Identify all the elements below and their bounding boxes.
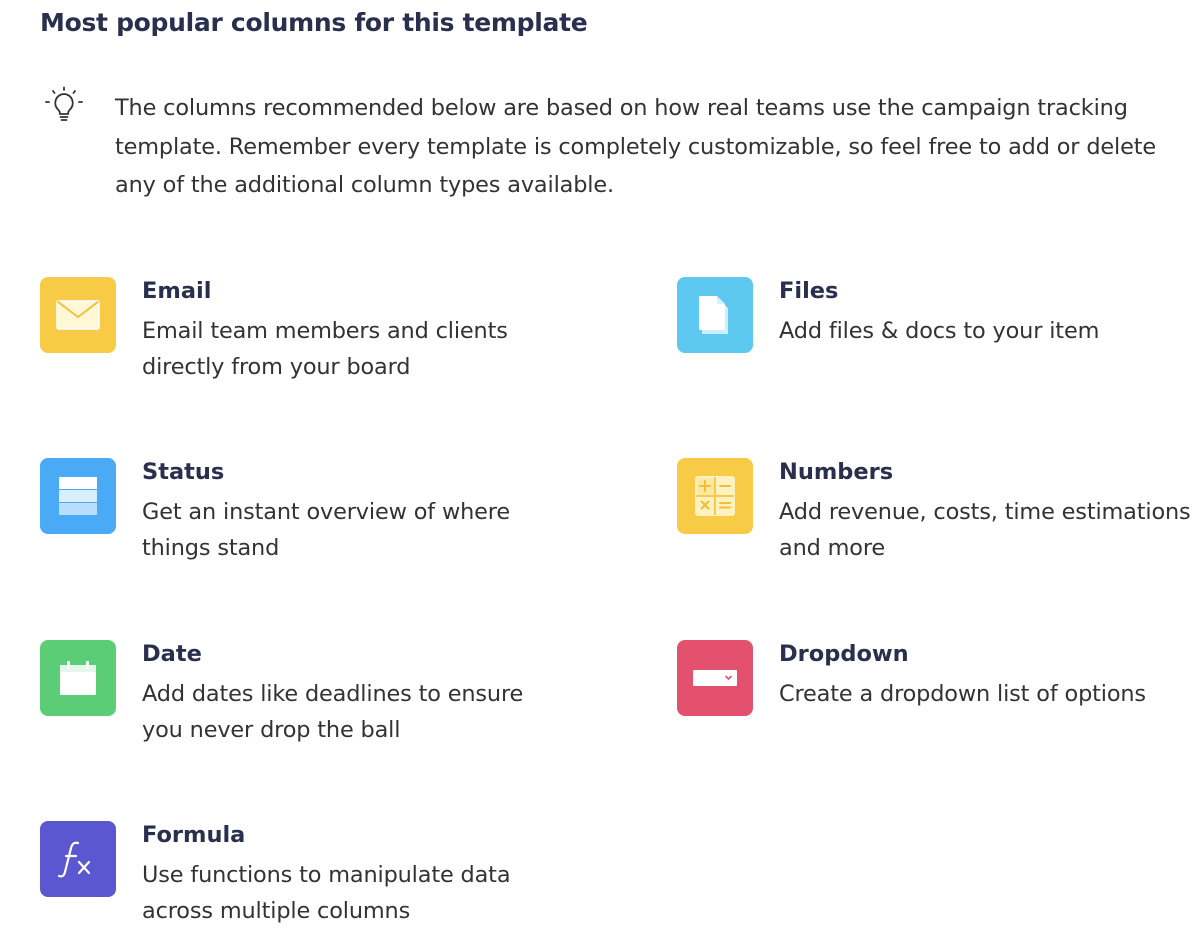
column-title: Files [779,278,839,304]
column-title: Status [142,459,225,485]
dropdown-icon [677,640,753,716]
calculator-icon [677,458,753,534]
column-title: Date [142,641,202,667]
column-description: Add revenue, costs, time estimations and more [779,499,1191,561]
column-title: Formula [142,822,246,848]
tip-text: The columns recommended below are based on how real teams use the campaign tracking template. Remember every template is completely customizable, so feel free to add or delete any of the additional column types available. [115,95,1156,198]
column-description: Get an instant overview of where things stand [142,499,510,561]
file-icon [677,277,753,353]
email-icon [40,277,116,353]
column-description: Add dates like deadlines to ensure you never drop the ball [142,681,524,743]
lightbulb-icon [40,86,88,134]
page-title: Most popular columns for this template [40,8,588,37]
column-description: Email team members and clients directly from your board [142,318,508,380]
column-description: Use functions to manipulate data across multiple columns [142,862,511,924]
column-title: Dropdown [779,641,909,667]
status-icon [40,458,116,534]
column-description: Create a dropdown list of options [779,681,1146,707]
calendar-icon [40,640,116,716]
column-title: Email [142,278,212,304]
formula-icon [40,821,116,897]
column-description: Add files & docs to your item [779,318,1100,344]
column-title: Numbers [779,459,894,485]
